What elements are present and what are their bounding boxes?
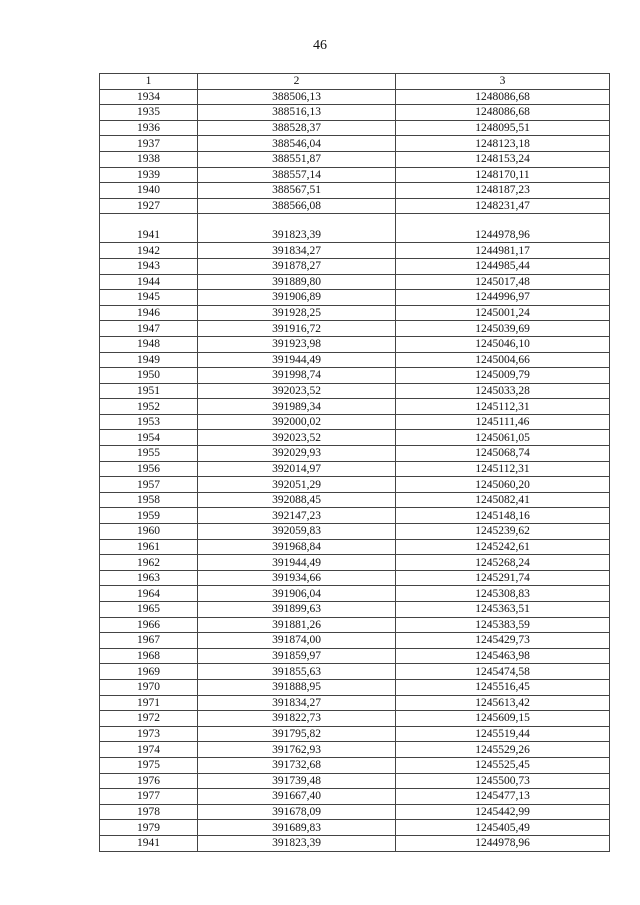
table-row xyxy=(100,695,610,711)
y-coordinate-cell: 1245046,10 xyxy=(396,336,610,352)
point-number-cell: 1973 xyxy=(100,726,198,742)
point-number-cell: 1975 xyxy=(100,757,198,773)
y-coordinate-cell: 1245516,45 xyxy=(396,679,610,695)
table-row xyxy=(100,198,610,214)
y-coordinate-cell: 1245474,58 xyxy=(396,664,610,680)
x-coordinate-cell: 391928,25 xyxy=(198,305,396,321)
point-number-cell: 1938 xyxy=(100,151,198,167)
table-row xyxy=(100,136,610,152)
point-number-cell: 1958 xyxy=(100,492,198,508)
x-coordinate-cell: 391678,09 xyxy=(198,804,396,820)
table-separator-row xyxy=(100,214,610,223)
point-number-cell: 1962 xyxy=(100,555,198,571)
point-number-cell: 1936 xyxy=(100,120,198,136)
y-coordinate-cell: 1248095,51 xyxy=(396,120,610,136)
table-header-row xyxy=(100,74,610,90)
point-number-cell: 1974 xyxy=(100,742,198,758)
table-row xyxy=(100,539,610,555)
x-coordinate-cell: 388516,13 xyxy=(198,105,396,121)
x-coordinate-cell: 391989,34 xyxy=(198,399,396,415)
x-coordinate-cell: 392023,52 xyxy=(198,383,396,399)
y-coordinate-cell: 1245039,69 xyxy=(396,321,610,337)
table-row xyxy=(100,602,610,618)
point-number-cell: 1947 xyxy=(100,321,198,337)
x-coordinate-cell: 392051,29 xyxy=(198,477,396,493)
x-coordinate-cell: 388566,08 xyxy=(198,198,396,214)
point-number-cell: 1941 xyxy=(100,835,198,851)
point-number-cell: 1937 xyxy=(100,136,198,152)
y-coordinate-cell: 1248153,24 xyxy=(396,151,610,167)
y-coordinate-cell: 1245529,26 xyxy=(396,742,610,758)
y-coordinate-cell: 1248086,68 xyxy=(396,105,610,121)
y-coordinate-cell: 1244985,44 xyxy=(396,258,610,274)
table-row xyxy=(100,222,610,243)
table-row xyxy=(100,633,610,649)
x-coordinate-cell: 388546,04 xyxy=(198,136,396,152)
y-coordinate-cell: 1244996,97 xyxy=(396,290,610,306)
y-coordinate-cell: 1245429,73 xyxy=(396,633,610,649)
x-coordinate-cell: 391689,83 xyxy=(198,820,396,836)
point-number-cell: 1969 xyxy=(100,664,198,680)
x-coordinate-cell: 391874,00 xyxy=(198,633,396,649)
point-number-cell: 1971 xyxy=(100,695,198,711)
point-number-cell: 1949 xyxy=(100,352,198,368)
y-coordinate-cell: 1245609,15 xyxy=(396,711,610,727)
x-coordinate-cell: 391889,80 xyxy=(198,274,396,290)
y-coordinate-cell: 1245082,41 xyxy=(396,492,610,508)
page-number: 46 xyxy=(313,38,327,53)
point-number-cell: 1956 xyxy=(100,461,198,477)
y-coordinate-cell: 1245463,98 xyxy=(396,648,610,664)
point-number-cell: 1959 xyxy=(100,508,198,524)
y-coordinate-cell: 1244981,17 xyxy=(396,243,610,259)
x-coordinate-cell: 392014,97 xyxy=(198,461,396,477)
table-row xyxy=(100,290,610,306)
point-number-cell: 1954 xyxy=(100,430,198,446)
table-row xyxy=(100,820,610,836)
table-row xyxy=(100,183,610,199)
table-row xyxy=(100,555,610,571)
y-coordinate-cell: 1245500,73 xyxy=(396,773,610,789)
point-number-cell: 1972 xyxy=(100,711,198,727)
table-row xyxy=(100,757,610,773)
y-coordinate-cell: 1245308,83 xyxy=(396,586,610,602)
point-number-cell: 1951 xyxy=(100,383,198,399)
table-row xyxy=(100,151,610,167)
y-coordinate-cell: 1245405,49 xyxy=(396,820,610,836)
y-coordinate-cell xyxy=(396,214,610,223)
x-coordinate-cell: 391859,97 xyxy=(198,648,396,664)
x-coordinate-cell: 388506,13 xyxy=(198,89,396,105)
y-coordinate-cell: 1245383,59 xyxy=(396,617,610,633)
table-row xyxy=(100,524,610,540)
point-number-cell: 1965 xyxy=(100,602,198,618)
x-coordinate-cell: 391998,74 xyxy=(198,368,396,384)
table-row xyxy=(100,773,610,789)
x-coordinate-cell: 391906,89 xyxy=(198,290,396,306)
table-row xyxy=(100,167,610,183)
x-coordinate-cell: 391916,72 xyxy=(198,321,396,337)
table-row xyxy=(100,789,610,805)
point-number-cell: 1940 xyxy=(100,183,198,199)
point-number-cell: 1964 xyxy=(100,586,198,602)
x-coordinate-cell: 391732,68 xyxy=(198,757,396,773)
table-row xyxy=(100,352,610,368)
table-row xyxy=(100,258,610,274)
y-coordinate-cell: 1245112,31 xyxy=(396,461,610,477)
table-row xyxy=(100,461,610,477)
y-coordinate-cell: 1248187,23 xyxy=(396,183,610,199)
table-row xyxy=(100,383,610,399)
x-coordinate-cell: 391667,40 xyxy=(198,789,396,805)
table-row xyxy=(100,508,610,524)
y-coordinate-cell: 1245477,13 xyxy=(396,789,610,805)
x-coordinate-cell: 391762,93 xyxy=(198,742,396,758)
y-coordinate-cell: 1245363,51 xyxy=(396,602,610,618)
table-row xyxy=(100,570,610,586)
point-number-cell: 1970 xyxy=(100,679,198,695)
table-row xyxy=(100,321,610,337)
x-coordinate-cell: 392023,52 xyxy=(198,430,396,446)
point-number-cell: 1967 xyxy=(100,633,198,649)
point-number-cell: 1955 xyxy=(100,446,198,462)
table-row xyxy=(100,617,610,633)
y-coordinate-cell: 1245061,05 xyxy=(396,430,610,446)
column-header-y: 3 xyxy=(396,74,610,90)
point-number-cell: 1961 xyxy=(100,539,198,555)
y-coordinate-cell: 1245525,45 xyxy=(396,757,610,773)
x-coordinate-cell: 392147,23 xyxy=(198,508,396,524)
table-row xyxy=(100,414,610,430)
y-coordinate-cell: 1245111,46 xyxy=(396,414,610,430)
table-row xyxy=(100,305,610,321)
x-coordinate-cell: 388567,51 xyxy=(198,183,396,199)
y-coordinate-cell: 1244978,96 xyxy=(396,222,610,243)
y-coordinate-cell: 1245112,31 xyxy=(396,399,610,415)
table-row xyxy=(100,679,610,695)
x-coordinate-cell: 391822,73 xyxy=(198,711,396,727)
table-body xyxy=(100,89,610,851)
x-coordinate-cell: 391968,84 xyxy=(198,539,396,555)
table-row xyxy=(100,399,610,415)
table-row xyxy=(100,742,610,758)
point-number-cell: 1966 xyxy=(100,617,198,633)
point-number-cell: 1944 xyxy=(100,274,198,290)
x-coordinate-cell: 388557,14 xyxy=(198,167,396,183)
x-coordinate-cell: 391899,63 xyxy=(198,602,396,618)
x-coordinate-cell: 391944,49 xyxy=(198,555,396,571)
point-number-cell: 1968 xyxy=(100,648,198,664)
table-row xyxy=(100,89,610,105)
table-row xyxy=(100,243,610,259)
table-row xyxy=(100,368,610,384)
table-row xyxy=(100,274,610,290)
point-number-cell: 1950 xyxy=(100,368,198,384)
x-coordinate-cell xyxy=(198,214,396,223)
point-number-cell: 1934 xyxy=(100,89,198,105)
x-coordinate-cell: 391888,95 xyxy=(198,679,396,695)
table-row xyxy=(100,586,610,602)
y-coordinate-cell: 1245268,24 xyxy=(396,555,610,571)
x-coordinate-cell: 391934,66 xyxy=(198,570,396,586)
table-row xyxy=(100,120,610,136)
x-coordinate-cell: 391834,27 xyxy=(198,695,396,711)
x-coordinate-cell: 391795,82 xyxy=(198,726,396,742)
x-coordinate-cell: 392000,02 xyxy=(198,414,396,430)
x-coordinate-cell: 391834,27 xyxy=(198,243,396,259)
point-number-cell: 1927 xyxy=(100,198,198,214)
point-number-cell: 1948 xyxy=(100,336,198,352)
y-coordinate-cell: 1245148,16 xyxy=(396,508,610,524)
x-coordinate-cell: 391823,39 xyxy=(198,222,396,243)
y-coordinate-cell: 1245242,61 xyxy=(396,539,610,555)
table-row xyxy=(100,430,610,446)
y-coordinate-cell: 1245519,44 xyxy=(396,726,610,742)
x-coordinate-cell: 392059,83 xyxy=(198,524,396,540)
table-row xyxy=(100,492,610,508)
x-coordinate-cell: 391923,98 xyxy=(198,336,396,352)
point-number-cell: 1941 xyxy=(100,222,198,243)
y-coordinate-cell: 1245017,48 xyxy=(396,274,610,290)
point-number-cell: 1942 xyxy=(100,243,198,259)
x-coordinate-cell: 388551,87 xyxy=(198,151,396,167)
table-row xyxy=(100,477,610,493)
table-row xyxy=(100,664,610,680)
y-coordinate-cell: 1245442,99 xyxy=(396,804,610,820)
y-coordinate-cell: 1248170,11 xyxy=(396,167,610,183)
x-coordinate-cell: 391855,63 xyxy=(198,664,396,680)
x-coordinate-cell: 392088,45 xyxy=(198,492,396,508)
y-coordinate-cell: 1248086,68 xyxy=(396,89,610,105)
point-number-cell: 1953 xyxy=(100,414,198,430)
point-number-cell: 1963 xyxy=(100,570,198,586)
table-row xyxy=(100,726,610,742)
point-number-cell: 1978 xyxy=(100,804,198,820)
y-coordinate-cell: 1248231,47 xyxy=(396,198,610,214)
table-row xyxy=(100,648,610,664)
point-number-cell: 1939 xyxy=(100,167,198,183)
x-coordinate-cell: 391739,48 xyxy=(198,773,396,789)
column-header-point: 1 xyxy=(100,74,198,90)
point-number-cell: 1943 xyxy=(100,258,198,274)
point-number-cell: 1935 xyxy=(100,105,198,121)
y-coordinate-cell: 1245068,74 xyxy=(396,446,610,462)
x-coordinate-cell: 391944,49 xyxy=(198,352,396,368)
coordinates-table xyxy=(99,73,610,852)
x-coordinate-cell: 388528,37 xyxy=(198,120,396,136)
table-row xyxy=(100,105,610,121)
table-row xyxy=(100,446,610,462)
point-number-cell: 1977 xyxy=(100,789,198,805)
point-number-cell: 1960 xyxy=(100,524,198,540)
table-row xyxy=(100,804,610,820)
y-coordinate-cell: 1245613,42 xyxy=(396,695,610,711)
y-coordinate-cell: 1245001,24 xyxy=(396,305,610,321)
point-number-cell: 1976 xyxy=(100,773,198,789)
y-coordinate-cell: 1245060,20 xyxy=(396,477,610,493)
table-row xyxy=(100,711,610,727)
y-coordinate-cell: 1244978,96 xyxy=(396,835,610,851)
y-coordinate-cell: 1245033,28 xyxy=(396,383,610,399)
table-row xyxy=(100,336,610,352)
point-number-cell: 1952 xyxy=(100,399,198,415)
x-coordinate-cell: 392029,93 xyxy=(198,446,396,462)
x-coordinate-cell: 391906,04 xyxy=(198,586,396,602)
point-number-cell: 1946 xyxy=(100,305,198,321)
y-coordinate-cell: 1248123,18 xyxy=(396,136,610,152)
table-row xyxy=(100,835,610,851)
y-coordinate-cell: 1245239,62 xyxy=(396,524,610,540)
y-coordinate-cell: 1245009,79 xyxy=(396,368,610,384)
point-number-cell: 1945 xyxy=(100,290,198,306)
point-number-cell: 1957 xyxy=(100,477,198,493)
point-number-cell xyxy=(100,214,198,223)
x-coordinate-cell: 391823,39 xyxy=(198,835,396,851)
y-coordinate-cell: 1245291,74 xyxy=(396,570,610,586)
x-coordinate-cell: 391878,27 xyxy=(198,258,396,274)
column-header-x: 2 xyxy=(198,74,396,90)
point-number-cell: 1979 xyxy=(100,820,198,836)
y-coordinate-cell: 1245004,66 xyxy=(396,352,610,368)
x-coordinate-cell: 391881,26 xyxy=(198,617,396,633)
